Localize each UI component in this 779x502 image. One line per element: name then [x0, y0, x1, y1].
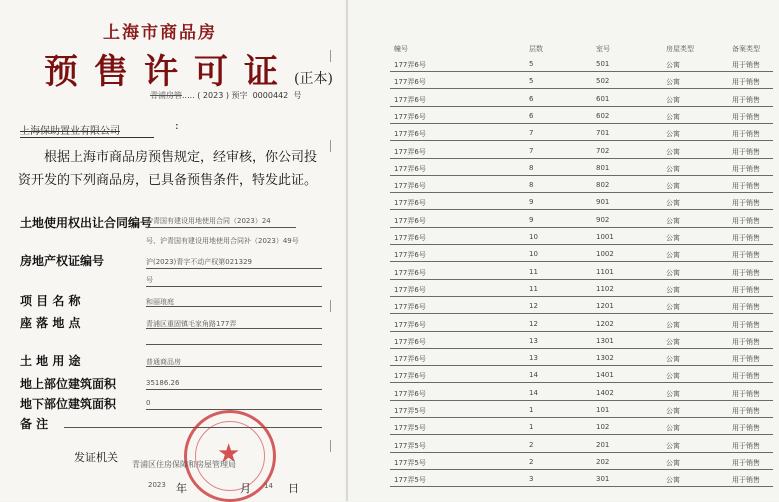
header-house-type: 房屋类型: [666, 45, 694, 53]
field-label: 备 注: [20, 417, 49, 431]
table-row: [348, 263, 779, 280]
cell-filing-type: 用于销售: [732, 441, 760, 450]
cell-floor: 10: [529, 250, 538, 259]
cell-house-type: 公寓: [666, 164, 680, 173]
field-value: 0: [146, 399, 151, 407]
cell-house-type: 公寓: [666, 389, 680, 398]
field-value: 青浦区重固镇毛家角路177弄: [146, 320, 237, 328]
field-label: 土 地 用 途: [20, 354, 81, 368]
date-year-label: 年: [176, 482, 187, 495]
cell-building: 177弄5号: [394, 458, 426, 467]
cell-filing-type: 用于销售: [732, 78, 760, 87]
cell-room: 1201: [596, 302, 614, 311]
certificate-number: 青浦房管..... ( 2023 ) 预字 0000442 号: [150, 91, 302, 100]
cell-floor: 8: [529, 163, 534, 172]
cell-filing-type: 用于销售: [732, 147, 760, 156]
field-label: 项 目 名 称: [20, 294, 81, 308]
underline: [146, 366, 322, 367]
cell-room: 1102: [596, 284, 614, 293]
table-row: [348, 159, 779, 176]
certificate-paragraph: 根据上海市商品房预售规定，经审核，你公司投资开发的下列商品房，已具备预售条件，特发此证。: [18, 150, 318, 188]
cell-room: 1301: [596, 336, 614, 345]
cell-floor: 1: [529, 406, 534, 414]
cell-house-type: 公寓: [666, 95, 680, 104]
cell-house-type: 公寓: [666, 285, 680, 294]
field-value-2: 号、沪青国有建设用地使用合同补（2023）49号: [146, 237, 299, 245]
cell-floor: 9: [529, 215, 534, 224]
margin-tick: [330, 440, 331, 452]
cell-floor: 11: [529, 267, 538, 276]
cell-floor: 10: [529, 233, 538, 241]
cell-building: 177弄5号: [394, 441, 426, 450]
cell-building: 177弄6号: [394, 389, 426, 398]
underline: [146, 227, 296, 228]
cell-building: 177弄6号: [394, 285, 426, 294]
cell-building: 177弄6号: [394, 372, 426, 381]
cell-house-type: 公寓: [666, 303, 680, 312]
table-row: [348, 280, 779, 297]
cell-floor: 2: [529, 457, 534, 466]
cell-filing-type: 用于销售: [732, 337, 760, 346]
cell-filing-type: 用于销售: [732, 389, 760, 398]
cell-building: 177弄5号: [394, 407, 426, 415]
cell-building: 177弄6号: [394, 268, 426, 277]
header-filing-type: 备案类型: [732, 45, 760, 53]
field-label: 房地产权证编号: [20, 254, 105, 268]
cell-building: 177弄5号: [394, 424, 426, 433]
cell-house-type: 公寓: [666, 61, 680, 69]
date-year: 2023: [148, 481, 166, 489]
cell-filing-type: 用于销售: [732, 199, 760, 208]
cell-filing-type: 用于销售: [732, 95, 760, 104]
cell-floor: 1: [529, 423, 534, 432]
cell-building: 177弄6号: [394, 303, 426, 312]
cell-filing-type: 用于销售: [732, 285, 760, 294]
cell-house-type: 公寓: [666, 112, 680, 121]
main-title: 预售许可证: [44, 52, 294, 92]
table-row: [348, 297, 779, 314]
table-row: [348, 332, 779, 349]
cell-building: 177弄6号: [394, 320, 426, 329]
cell-filing-type: 用于销售: [732, 303, 760, 312]
header-room: 室号: [596, 45, 610, 53]
seal-star-icon: ★: [217, 439, 241, 469]
field-value: 沪青国有建设用地使用合同（2023）24: [146, 217, 271, 225]
field-label: 地上部位建筑面积: [20, 377, 117, 391]
date-month-label: 月: [240, 482, 251, 495]
table-row: [348, 384, 779, 401]
table-row: [348, 107, 779, 124]
date-day: 14: [264, 482, 273, 490]
field-value: 沪(2023)青字不动产权第021329: [146, 258, 252, 266]
field-label: 座 落 地 点: [20, 316, 81, 330]
cert-no-prefix: 青浦房管: [150, 91, 182, 100]
city-title: 上海市商品房: [103, 23, 217, 43]
cell-room: 202: [596, 457, 610, 466]
table-row: [348, 124, 779, 141]
table-row: [348, 228, 779, 245]
table-row: [348, 418, 779, 435]
cell-floor: 6: [529, 111, 534, 120]
cell-house-type: 公寓: [666, 407, 680, 415]
header-building: 幢号: [394, 45, 408, 53]
cell-building: 177弄6号: [394, 95, 426, 104]
cell-floor: 5: [529, 60, 534, 68]
margin-tick: [330, 300, 331, 312]
underline: [146, 306, 322, 307]
cell-building: 177弄5号: [394, 476, 426, 485]
underline: [146, 389, 322, 390]
cell-filing-type: 用于销售: [732, 112, 760, 121]
cell-room: 201: [596, 440, 610, 449]
cell-room: 501: [596, 60, 610, 68]
cell-room: 101: [596, 406, 610, 414]
cell-filing-type: 用于销售: [732, 268, 760, 277]
cell-room: 1401: [596, 371, 614, 380]
cell-floor: 8: [529, 181, 534, 190]
certificate-page: [0, 0, 345, 501]
cell-floor: 13: [529, 354, 538, 363]
cell-room: 802: [596, 181, 610, 190]
cell-house-type: 公寓: [666, 320, 680, 329]
cell-floor: 14: [529, 388, 538, 397]
cell-floor: 9: [529, 198, 534, 207]
cell-building: 177弄6号: [394, 337, 426, 346]
cell-filing-type: 用于销售: [732, 355, 760, 364]
cell-room: 801: [596, 163, 610, 172]
unit-table-page: [348, 0, 779, 501]
table-row: [348, 193, 779, 210]
table-row: [348, 401, 779, 418]
cell-room: 1001: [596, 233, 614, 241]
table-row: [348, 315, 779, 332]
cell-building: 177弄6号: [394, 182, 426, 191]
table-row: [348, 176, 779, 193]
official-seal: [184, 410, 276, 502]
cell-room: 502: [596, 77, 610, 86]
row-underline: [390, 486, 773, 487]
certificate-title: [44, 44, 333, 93]
cell-building: 177弄6号: [394, 112, 426, 121]
table-row: [348, 470, 779, 487]
cell-floor: 14: [529, 371, 538, 380]
cell-house-type: 公寓: [666, 337, 680, 346]
cell-floor: 7: [529, 146, 534, 155]
table-row: [348, 90, 779, 107]
cell-house-type: 公寓: [666, 268, 680, 277]
cell-house-type: 公寓: [666, 147, 680, 156]
cell-house-type: 公寓: [666, 424, 680, 433]
table-row: [348, 142, 779, 159]
cell-floor: 7: [529, 129, 534, 138]
cell-floor: 13: [529, 336, 538, 345]
cert-no-number: 0000442: [252, 91, 289, 100]
underline: [146, 344, 322, 345]
cell-floor: 12: [529, 319, 538, 328]
cell-filing-type: 用于销售: [732, 372, 760, 381]
table-row: [348, 55, 779, 72]
title-suffix: (正本): [294, 71, 333, 87]
cell-filing-type: 用于销售: [732, 130, 760, 139]
cell-building: 177弄6号: [394, 147, 426, 156]
cert-no-year: ( 2023 ): [197, 91, 229, 100]
cell-filing-type: 用于销售: [732, 164, 760, 173]
cell-room: 102: [596, 423, 610, 432]
cell-floor: 11: [529, 284, 538, 293]
table-row: [348, 366, 779, 383]
cell-house-type: 公寓: [666, 372, 680, 381]
cell-room: 702: [596, 146, 610, 155]
underline: [146, 286, 322, 287]
cell-house-type: 公寓: [666, 199, 680, 208]
field-value: 和丽琅庭: [146, 298, 174, 306]
cell-building: 177弄6号: [394, 199, 426, 208]
company-colon: :: [175, 119, 179, 132]
cell-house-type: 公寓: [666, 355, 680, 364]
cell-house-type: 公寓: [666, 182, 680, 191]
cell-building: 177弄6号: [394, 78, 426, 87]
cell-filing-type: 用于销售: [732, 320, 760, 329]
company-name: 上海保助置业有限公司: [20, 122, 154, 138]
issuer-label: 发证机关: [74, 451, 118, 464]
underline: [146, 268, 322, 269]
cell-filing-type: 用于销售: [732, 61, 760, 69]
cell-room: 602: [596, 111, 610, 120]
cell-filing-type: 用于销售: [732, 407, 760, 415]
cell-house-type: 公寓: [666, 216, 680, 225]
cell-building: 177弄6号: [394, 234, 426, 242]
cell-filing-type: 用于销售: [732, 424, 760, 433]
field-value: 35186.26: [146, 379, 180, 387]
cell-building: 177弄6号: [394, 251, 426, 260]
field-label: 土地使用权出让合同编号: [20, 216, 153, 230]
cell-filing-type: 用于销售: [732, 476, 760, 485]
cell-room: 1302: [596, 354, 614, 363]
cell-room: 902: [596, 215, 610, 224]
cell-floor: 12: [529, 302, 538, 311]
cell-building: 177弄6号: [394, 216, 426, 225]
margin-tick: [330, 140, 331, 152]
cell-house-type: 公寓: [666, 251, 680, 260]
table-row: [348, 436, 779, 453]
cell-house-type: 公寓: [666, 130, 680, 139]
field-value: 普通商品房: [146, 358, 181, 366]
cell-house-type: 公寓: [666, 476, 680, 485]
table-row: [348, 72, 779, 89]
date-day-label: 日: [288, 482, 299, 495]
cert-no-suffix: 号: [293, 91, 302, 100]
cell-room: 1101: [596, 267, 614, 276]
cell-room: 1002: [596, 250, 614, 259]
cell-room: 301: [596, 475, 610, 484]
cell-filing-type: 用于销售: [732, 182, 760, 191]
cell-filing-type: 用于销售: [732, 458, 760, 467]
table-row: [348, 211, 779, 228]
cert-no-mid: 预字: [231, 91, 248, 100]
cell-house-type: 公寓: [666, 78, 680, 87]
cell-floor: 5: [529, 77, 534, 86]
cell-room: 901: [596, 198, 610, 207]
cell-house-type: 公寓: [666, 441, 680, 450]
cell-house-type: 公寓: [666, 234, 680, 242]
field-label: 地下部位建筑面积: [20, 397, 117, 411]
cell-room: 1402: [596, 388, 614, 397]
cell-floor: 2: [529, 440, 534, 449]
table-row: [348, 349, 779, 366]
field-value-2: 号: [146, 276, 153, 284]
underline: [146, 328, 322, 329]
cell-room: 701: [596, 129, 610, 138]
cell-room: 1202: [596, 319, 614, 328]
table-row: [348, 245, 779, 262]
cell-building: 177弄6号: [394, 130, 426, 139]
cell-floor: 6: [529, 94, 534, 103]
margin-tick: [330, 50, 331, 62]
cell-filing-type: 用于销售: [732, 251, 760, 260]
cell-building: 177弄6号: [394, 355, 426, 364]
cell-building: 177弄6号: [394, 164, 426, 173]
table-row: [348, 453, 779, 470]
cell-filing-type: 用于销售: [732, 234, 760, 242]
cell-room: 601: [596, 94, 610, 103]
header-floors: 层数: [529, 45, 543, 53]
cell-house-type: 公寓: [666, 458, 680, 467]
cell-building: 177弄6号: [394, 61, 426, 69]
cell-floor: 3: [529, 475, 534, 484]
issuer-value: 青浦区住房保障和房屋管理局: [132, 460, 236, 469]
cell-filing-type: 用于销售: [732, 216, 760, 225]
